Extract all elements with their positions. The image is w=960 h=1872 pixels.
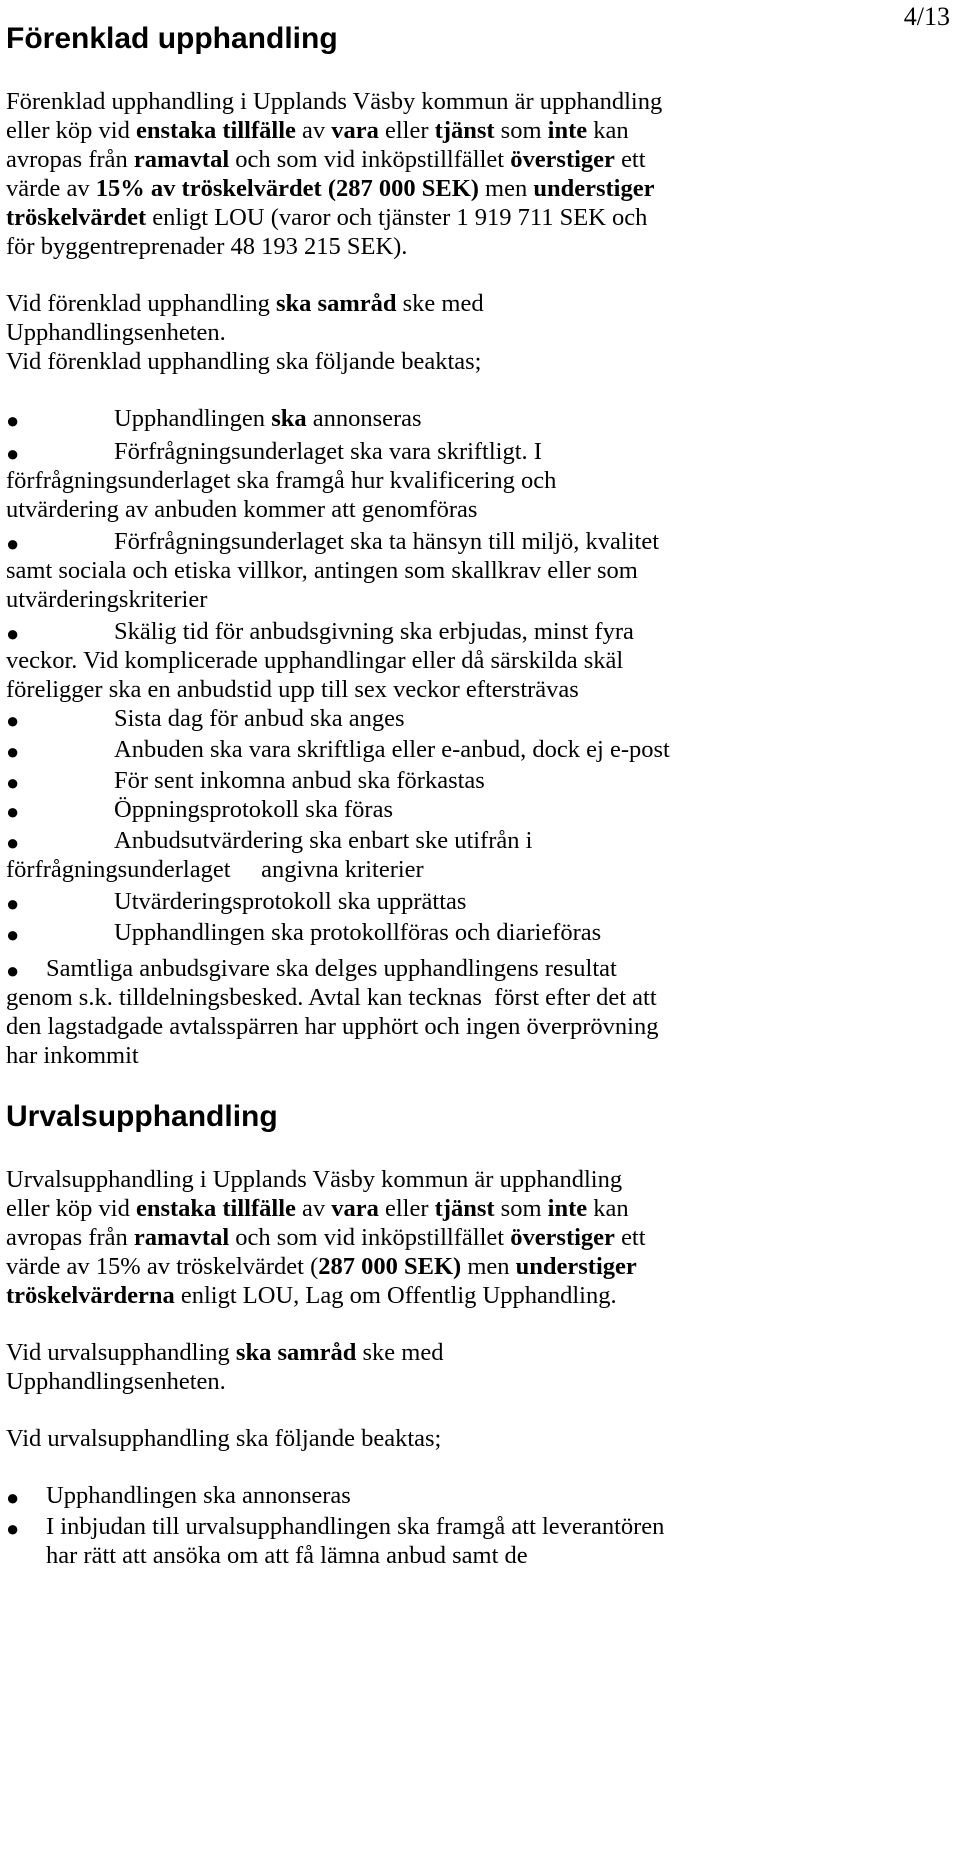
- text-run: och som vid inköpstillfället: [229, 1224, 511, 1251]
- bold-text-run: tröskelvärderna: [6, 1282, 175, 1309]
- text-run: som: [494, 1195, 548, 1222]
- section-heading-forenklad: Förenklad upphandling: [6, 22, 338, 55]
- text-run: Skälig tid för anbudsgivning ska erbjudas, minst fyra: [114, 618, 634, 645]
- text-run: värde av 15% av tröskelvärdet (: [6, 1253, 319, 1280]
- paragraph-line: [6, 1013, 658, 1041]
- text-run: eller köp vid: [6, 117, 136, 144]
- text-run: den lagstadgade avtalsspärren har upphört och ingen överprövning: [6, 1013, 659, 1040]
- bullet-icon: ●: [6, 830, 20, 855]
- text-run: genom s.k. tilldelningsbesked. Avtal kan tecknas först efter det att: [6, 984, 657, 1011]
- text-run: Anbudsutvärdering ska enbart ske utifrån i: [114, 827, 533, 854]
- bold-text-run: tröskelvärdet: [6, 204, 147, 231]
- text-run: kan: [587, 117, 629, 144]
- bullet-item: [114, 827, 532, 855]
- bullet-icon: ●: [6, 922, 20, 947]
- text-run: veckor. Vid komplicerade upphandlingar eller då särskilda skäl: [6, 647, 624, 674]
- bullet-icon: ●: [6, 441, 20, 466]
- text-run: avropas från: [6, 1224, 134, 1251]
- text-run: Upphandlingsenheten.: [6, 1368, 226, 1395]
- bold-text-run: vara: [331, 1195, 379, 1222]
- bold-text-run: inte: [547, 1195, 588, 1222]
- bullet-item: [114, 736, 670, 764]
- paragraph-line: [6, 146, 646, 174]
- text-run: Vid förenklad upphandling ska följande beaktas;: [6, 348, 482, 375]
- bullet-item: [114, 528, 659, 556]
- text-run: Sista dag för anbud ska anges: [114, 705, 405, 732]
- paragraph-line: [6, 1224, 646, 1252]
- paragraph-line: [6, 290, 484, 318]
- text-run: Upphandlingen ska protokollföras och diarieföras: [114, 919, 602, 946]
- paragraph-line: [6, 1368, 226, 1396]
- paragraph-line: [6, 1166, 622, 1194]
- bold-text-run: understiger: [533, 175, 655, 202]
- paragraph-line: [6, 348, 481, 376]
- text-run: eller: [378, 1195, 435, 1222]
- page-number: 4/13: [903, 2, 950, 31]
- text-run: Vid urvalsupphandling: [6, 1339, 236, 1366]
- text-run: För sent inkomna anbud ska förkastas: [114, 767, 485, 794]
- text-run: förfrågningsunderlaget angivna kriterier: [6, 856, 424, 883]
- text-run: ske med: [396, 290, 484, 317]
- bold-text-run: vara: [331, 117, 379, 144]
- text-run: av: [295, 1195, 332, 1222]
- bullet-icon: ●: [6, 958, 20, 983]
- bold-text-run: 15% av tröskelvärdet (287 000 SEK): [95, 175, 479, 202]
- text-run: enligt LOU, Lag om Offentlig Upphandling.: [174, 1282, 617, 1309]
- bold-text-run: ramavtal: [133, 1224, 230, 1251]
- bullet-item: [46, 1482, 351, 1510]
- paragraph-line: [6, 586, 207, 614]
- bullet-icon: ●: [6, 408, 20, 433]
- bullet-item: [114, 919, 601, 947]
- bullet-item: [114, 767, 485, 795]
- text-run: utvärdering av anbuden kommer att genomföras: [6, 496, 478, 523]
- text-run: enligt LOU (varor och tjänster 1 919 711 SEK och: [146, 204, 648, 231]
- text-run: eller: [378, 117, 435, 144]
- text-run: förfrågningsunderlaget ska framgå hur kvalificering och: [6, 467, 557, 494]
- paragraph-line: [6, 175, 654, 203]
- bullet-icon: ●: [6, 708, 20, 733]
- text-run: kan: [587, 1195, 629, 1222]
- bullet-item: [114, 888, 466, 916]
- text-run: Upphandlingsenheten.: [6, 319, 226, 346]
- bold-text-run: ska: [271, 405, 307, 432]
- bullet-item: [114, 438, 542, 466]
- bold-text-run: enstaka tillfälle: [135, 117, 296, 144]
- text-run: Vid urvalsupphandling ska följande beaktas;: [6, 1425, 442, 1452]
- bullet-icon: ●: [6, 1485, 20, 1510]
- bullet-item: [114, 705, 405, 733]
- text-run: ske med: [356, 1339, 444, 1366]
- text-run: av: [295, 117, 332, 144]
- bold-text-run: ska samråd: [235, 1339, 357, 1366]
- text-run: ett: [614, 1224, 646, 1251]
- paragraph-line: [6, 647, 623, 675]
- paragraph-line: [46, 1542, 528, 1570]
- text-run: Öppningsprotokoll ska föras: [114, 796, 393, 823]
- text-run: men: [478, 175, 534, 202]
- paragraph-line: [6, 676, 579, 704]
- text-run: Utvärderingsprotokoll ska upprättas: [114, 888, 467, 915]
- text-run: har inkommit: [6, 1042, 139, 1069]
- paragraph-line: [6, 1425, 441, 1453]
- bullet-item: [46, 955, 617, 983]
- paragraph-line: [6, 319, 226, 347]
- bullet-icon: ●: [6, 531, 20, 556]
- text-run: men: [461, 1253, 516, 1280]
- paragraph-line: [6, 1282, 617, 1310]
- bullet-icon: ●: [6, 621, 20, 646]
- bold-text-run: 287 000 SEK): [318, 1253, 462, 1280]
- text-run: Samtliga anbudsgivare ska delges upphandlingens resultat: [46, 955, 617, 982]
- text-run: Förfrågningsunderlaget ska vara skriftligt. I: [114, 438, 542, 465]
- bullet-item: [114, 796, 393, 824]
- text-run: Förenklad upphandling i Upplands Väsby kommun är upphandling: [6, 88, 663, 115]
- text-run: Upphandlingen ska annonseras: [46, 1482, 351, 1509]
- text-run: utvärderingskriterier: [6, 586, 208, 613]
- text-run: föreligger ska en anbudstid upp till sex veckor eftersträvas: [6, 676, 579, 703]
- bold-text-run: enstaka tillfälle: [135, 1195, 296, 1222]
- bold-text-run: tjänst: [434, 1195, 495, 1222]
- bold-text-run: tjänst: [434, 117, 495, 144]
- paragraph-line: [6, 856, 424, 884]
- bold-text-run: överstiger: [510, 146, 615, 173]
- bullet-item: [114, 405, 422, 433]
- text-run: annonseras: [306, 405, 422, 432]
- paragraph-line: [6, 1042, 139, 1070]
- paragraph-line: [6, 88, 662, 116]
- text-run: ett: [614, 146, 646, 173]
- text-run: Upphandlingen: [114, 405, 272, 432]
- text-run: för byggentreprenader 48 193 215 SEK).: [6, 233, 408, 260]
- bullet-item: [114, 618, 634, 646]
- text-run: avropas från: [6, 146, 134, 173]
- text-run: Förfrågningsunderlaget ska ta hänsyn till miljö, kvalitet: [114, 528, 660, 555]
- bold-text-run: understiger: [515, 1253, 637, 1280]
- section-heading-urval: Urvalsupphandling: [6, 1100, 278, 1133]
- paragraph-line: [6, 984, 657, 1012]
- text-run: Urvalsupphandling i Upplands Väsby kommun är upphandling: [6, 1166, 623, 1193]
- paragraph-line: [6, 1195, 629, 1223]
- text-run: Vid förenklad upphandling: [6, 290, 277, 317]
- text-run: har rätt att ansöka om att få lämna anbud samt de: [46, 1542, 528, 1569]
- paragraph-line: [6, 204, 647, 232]
- text-run: I inbjudan till urvalsupphandlingen ska framgå att leverantören: [46, 1513, 665, 1540]
- paragraph-line: [6, 1339, 443, 1367]
- text-run: Anbuden ska vara skriftliga eller e-anbud, dock ej e-post: [114, 736, 670, 763]
- paragraph-line: [6, 1253, 637, 1281]
- bullet-icon: ●: [6, 739, 20, 764]
- bold-text-run: överstiger: [510, 1224, 615, 1251]
- paragraph-line: [6, 467, 556, 495]
- paragraph-line: [6, 557, 638, 585]
- bullet-icon: ●: [6, 1516, 20, 1541]
- text-run: och som vid inköpstillfället: [229, 146, 511, 173]
- text-run: värde av: [6, 175, 96, 202]
- bullet-icon: ●: [6, 770, 20, 795]
- paragraph-line: [6, 233, 407, 261]
- text-run: samt sociala och etiska villkor, antingen som skallkrav eller som: [6, 557, 638, 584]
- bold-text-run: ramavtal: [133, 146, 230, 173]
- text-run: eller köp vid: [6, 1195, 136, 1222]
- bullet-item: [46, 1513, 664, 1541]
- text-run: som: [494, 117, 548, 144]
- bold-text-run: ska samråd: [276, 290, 397, 317]
- bold-text-run: inte: [547, 117, 588, 144]
- bullet-icon: ●: [6, 891, 20, 916]
- bullet-icon: ●: [6, 799, 20, 824]
- paragraph-line: [6, 117, 629, 145]
- paragraph-line: [6, 496, 477, 524]
